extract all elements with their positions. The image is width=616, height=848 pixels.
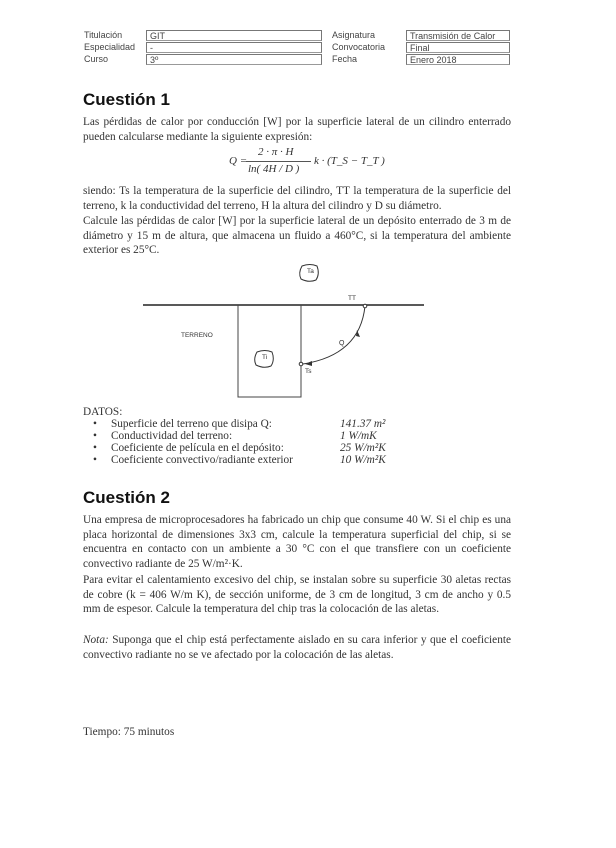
label-fecha: Fecha: [332, 54, 358, 64]
label-especialidad: Especialidad: [84, 42, 136, 52]
datos-value: 25 W/m²K: [340, 442, 386, 454]
datos-value: 10 W/m²K: [340, 454, 386, 466]
label-ti: Ti: [262, 354, 268, 361]
value-curso: 3º: [146, 54, 322, 65]
datos-section: [83, 406, 386, 466]
label-tt: TT: [348, 295, 356, 302]
q2-note: [83, 633, 511, 662]
formula-denominator: ln( 4H / D ): [248, 163, 300, 175]
q2-title: Cuestión 2: [83, 488, 170, 507]
label-terreno: TERRENO: [181, 332, 213, 339]
datos-value: 1 W/mK: [340, 430, 377, 442]
value-titulacion: GIT: [146, 30, 322, 41]
datos-value: 141.37 m²: [340, 418, 386, 430]
label-asignatura: Asignatura: [332, 30, 376, 40]
value-especialidad: -: [146, 42, 322, 53]
formula-lhs: Q =: [229, 155, 248, 167]
value-fecha: Enero 2018: [406, 54, 510, 65]
q2-paragraph-2: Para evitar el calentamiento excesivo del chip, se instalan sobre su superficie 30 aletas rectas de cobre (k = 406 W/m K), de sección uniforme, de 3 cm de longitud, 3 cm de ancho y 0.5 mm de espesor. Calcule la temperatura del chip tras la colocación de las aletas.: [83, 574, 511, 616]
label-q: Q: [339, 340, 345, 347]
heat-flow-arc: [303, 306, 365, 364]
label-ts: Ts: [305, 368, 312, 375]
q1-task: Calcule las pérdidas de calor [W] por la superficie lateral de un depósito enterrado de 3 m de diámetro y 15 m de altura, que almacena un fluido a 460°C, si la temperatura del ambiente exterior es 25°C.: [83, 215, 511, 257]
label-ta: Ta: [307, 268, 314, 275]
formula-numerator: 2 · π · H: [258, 146, 294, 158]
note-text: Suponga que el chip está perfectamente aislado en su cara inferior y que el coeficiente convectivo radiante no se ve afectado por la colocación de las aletas.: [83, 634, 511, 661]
q1-title: Cuestión 1: [83, 90, 170, 109]
value-convocatoria: Final: [406, 42, 510, 53]
q1-definitions: siendo: Ts la temperatura de la superficie del cilindro, TT la temperatura de la superficie del terreno, k la conductividad del terreno, H la altura del cilindro y D su diámetro.: [83, 185, 511, 212]
label-convocatoria: Convocatoria: [332, 42, 386, 52]
q1-intro: Las pérdidas de calor por conducción [W] por la superficie lateral de un cilindro enterrado pueden calcularse mediante la siguiente expresión:: [83, 116, 511, 143]
datos-item: • Conductividad del terreno: 1 W/mK: [93, 430, 377, 442]
datos-label: Coeficiente convectivo/radiante exterior: [111, 454, 293, 466]
value-asignatura: Transmisión de Calor: [406, 30, 510, 41]
label-titulacion: Titulación: [84, 30, 123, 40]
datos-label: Coeficiente de película en el depósito:: [111, 442, 284, 454]
datos-label: Superficie del terreno que disipa Q:: [111, 418, 272, 430]
datos-label: Conductividad del terreno:: [111, 430, 233, 442]
note-label: Nota:: [83, 634, 109, 646]
datos-item: • Coeficiente de película en el depósito: 25 W/m²K: [93, 442, 386, 454]
datos-title: DATOS:: [83, 406, 123, 418]
time-limit: Tiempo: 75 minutos: [83, 726, 175, 738]
datos-item: • Coeficiente convectivo/radiante exterior 10 W/m²K: [93, 454, 386, 466]
tt-point: [363, 304, 367, 308]
datos-item: • Superficie del terreno que disipa Q: 141.37 m²: [93, 418, 386, 430]
q2-paragraph-1: Una empresa de microprocesadores ha fabricado un chip que consume 40 W. Si el chip es una placa horizontal de dimensiones 3x3 cm, calcule la temperatura superficial del chip, si se encuentra en contacto con un ambiente a 30 °C con el que transfiere con un coeficiente convectivo radiante de 25 W/m²·K.: [83, 514, 511, 570]
ts-point: [299, 362, 303, 366]
formula-rhs: k · (T_S − T_T ): [314, 155, 385, 167]
label-curso: Curso: [84, 54, 109, 64]
